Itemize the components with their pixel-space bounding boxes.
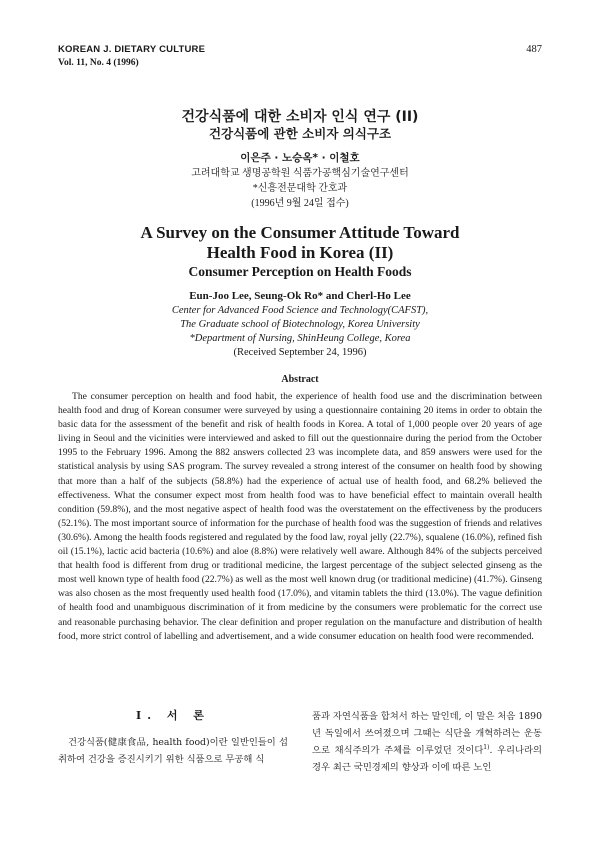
intro-paragraph-left: 건강식품(健康食品, health food)이란 일반인들이 섭취하여 건강을 증진시키기 위한 식품으로 무공해 식 [58,737,288,765]
english-title-line-2: Health Food in Korea (II) [206,243,394,262]
english-received-date: (Received September 24, 1996) [233,347,367,358]
english-affiliation-2: The Graduate school of Biotechnology, Korea University [180,319,420,330]
english-affiliation-3: *Department of Nursing, ShinHeung College, Korea [189,333,411,344]
korean-received-date: (1996년 9월 24일 접수) [251,198,349,209]
journal-name: KOREAN J. DIETARY CULTURE [58,44,206,55]
intro-right-column [312,708,542,776]
abstract-text: The consumer perception on health and food habit, the experience of health food use and the discrimination between health food and drug of Korean consumer were surveyed by using a questionnaire containing 20 items in order to obtain the basic data for the assessment of the benefit and risk of health foods in Korea. A total of 1,000 people over 20 years of age living in Seoul and the vicinities were interviewed and asked to fill out the questionnaire during the period from the October 1995 to the February 1996. Among the 882 answers collected 23 was incomplete data, and 859 answers were used for the statistical analysis by using SAS program. The survey revealed a strong interest of the consumer on health food by showing that more than a half of the subjects (58.8%) had the experience of actual use of health food, and 68.2% believed the effectiveness. What the consumer expect most from health food was to have beneficial effect to maintain overall health condition (59.8%), and the most negative aspect of health food was the overstatement on the effectiveness by the producers (52.1%). The most important source of information for the purchase of health food was the suggestion of friends and relatives (30.6%). Among the health foods registered and regulated by the food law, royal jelly (22.7%), squalene (16.0%), refined fish oil (15.1%), lactic acid bacteria (10.6%) and aloe (8.8%) were relatively well aware. Although 84% of the subjects perceived that health food is different from drug or traditional medicine, the largest percentage of the subject selected ginseng as the most well known type of health food (22.7%) as well as the most well known drug (or traditional medicine) (41.7%). Ginseng was also chosen as the most frequently used health food (17.0%), and vitamin tablets the third (13.0%). The vague definition of health food and unambiguous discrimination of it from medicine by the consumers were problematic for the correct use and reasonable purchasing behavior. The clear definition and proper regulation on the manufacture and distribution of health food, more strict control of labelling and advertisement, and a wide consumer education on health food were recommended. [58,391,542,642]
intro-left-column [58,708,288,768]
korean-affiliation: 고려대학교 생명공학원 식품가공핵심기술연구센터 [191,168,409,179]
abstract-body [58,390,542,644]
intro-text-part-b: . 우리나라의 경우 최근 국민경제의 향상과 이에 따른 노인 [312,745,542,773]
english-title-line-1: A Survey on the Consumer Attitude Toward [140,223,460,242]
intro-text-part-a: 품과 자연식품을 합쳐서 하는 말인데, 이 말은 처음 1890년 독일에서 쓰여졌으며 그때는 식단을 개혁하려는 운동으로 채식주의가 주체를 이루었던 것이다 [312,711,542,756]
abstract-heading: Abstract [281,374,319,385]
citation-marker: 1) [483,743,490,751]
korean-title: 건강식품에 대한 소비자 인식 연구 (II) [181,109,419,125]
intro-paragraph-right [312,708,542,776]
korean-authors: 이은주 · 노승옥* · 이철호 [240,152,360,164]
english-authors: Eun-Joo Lee, Seung-Ok Ro* and Cherl-Ho Lee [189,290,411,302]
english-subtitle: Consumer Perception on Health Foods [188,264,412,279]
korean-subtitle: 건강식품에 관한 소비자 의식구조 [208,126,392,141]
page-number: 487 [526,44,542,55]
journal-volume: Vol. 11, No. 4 (1996) [58,58,139,68]
korean-affiliation-2: *신흥전문대학 간호과 [252,183,348,194]
english-affiliation-1: Center for Advanced Food Science and Technology(CAFST), [171,305,429,316]
section-heading-introduction: I. 서 론 [136,709,210,722]
